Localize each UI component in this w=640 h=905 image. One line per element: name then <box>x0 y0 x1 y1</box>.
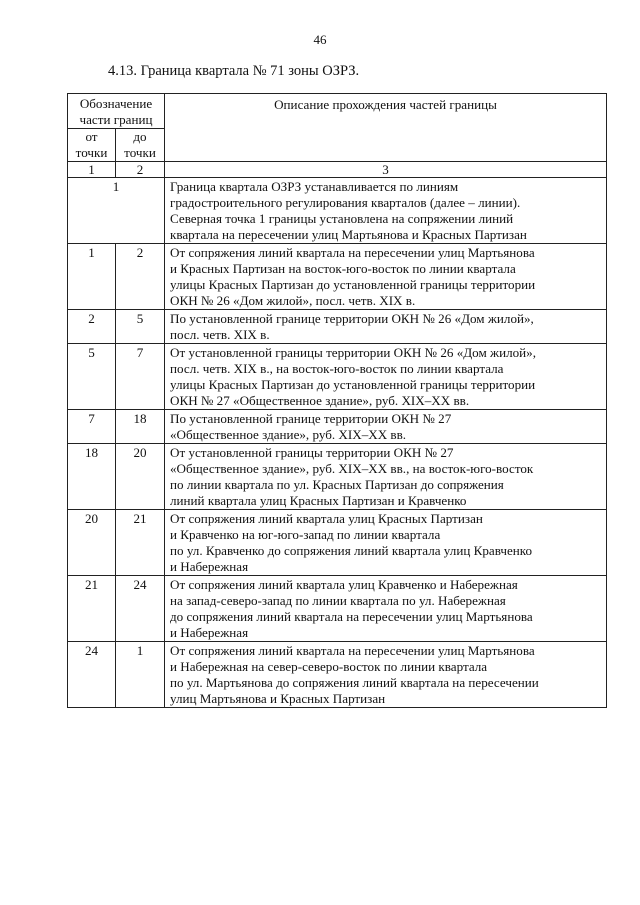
table-row <box>68 310 607 344</box>
description-cell <box>165 244 607 310</box>
column-number-row <box>68 162 607 178</box>
description-line: линий квартала улиц Красных Партизан и Кравченко <box>170 493 467 508</box>
from-point-cell: 5 <box>68 344 116 410</box>
table-row <box>68 642 607 708</box>
description-line: улиц Мартьянова и Красных Партизан <box>170 691 386 706</box>
section-title: 4.13. Граница квартала № 71 зоны ОЗРЗ. <box>108 63 360 79</box>
description-line: до сопряжения линий квартала на пересечении улиц Мартьянова <box>170 609 533 624</box>
from-point-cell: 1 <box>68 244 116 310</box>
header-row <box>68 94 607 129</box>
from-point-cell: 24 <box>68 642 116 708</box>
boundary-table <box>67 93 607 708</box>
description-line: Граница квартала ОЗРЗ устанавливается по линиям <box>170 179 459 194</box>
description-line: От сопряжения линий квартала улиц Кравченко и Набережная <box>170 577 518 592</box>
table-row <box>68 510 607 576</box>
table-row <box>68 444 607 510</box>
description-line: улицы Красных Партизан до установленной границы территории <box>170 377 536 392</box>
from-point-cell: 2 <box>68 310 116 344</box>
to-point-header <box>116 129 165 162</box>
description-cell <box>165 410 607 444</box>
to-point-cell: 1 <box>116 642 165 708</box>
description-line: посл. четв. XIX в. <box>170 327 270 342</box>
description-line: и Набережная <box>170 559 249 574</box>
description-line: по линии квартала по ул. Красных Партизан до сопряжения <box>170 477 504 492</box>
description-line: По установленной границе территории ОКН № 27 <box>170 411 452 426</box>
description-line: и Набережная <box>170 625 249 640</box>
table-row <box>68 576 607 642</box>
description-header: Описание прохождения частей границы <box>165 94 607 162</box>
description-line: От сопряжения линий квартала на пересечении улиц Мартьянова <box>170 643 535 658</box>
table-row <box>68 344 607 410</box>
to-point-header-line: точки <box>124 145 156 160</box>
description-line: на запад-северо-запад по линии квартала по ул. Набережная <box>170 593 506 608</box>
intro-description <box>165 178 607 244</box>
from-point-cell: 18 <box>68 444 116 510</box>
description-line: улицы Красных Партизан до установленной границы территории <box>170 277 536 292</box>
description-line: Северная точка 1 границы установлена на сопряжении линий <box>170 211 514 226</box>
intro-row <box>68 178 607 244</box>
description-line: ОКН № 26 «Дом жилой», посл. четв. XIX в. <box>170 293 416 308</box>
description-line: градостроительного регулирования кварталов (далее – линии). <box>170 195 521 210</box>
description-line: От установленной границы территории ОКН № 27 <box>170 445 454 460</box>
designation-header-line: части границ <box>79 112 153 127</box>
description-cell <box>165 444 607 510</box>
description-line: ОКН № 27 «Общественное здание», руб. XIX–XX вв. <box>170 393 470 408</box>
description-cell <box>165 642 607 708</box>
description-line: по ул. Мартьянова до сопряжения линий квартала на пересечении <box>170 675 539 690</box>
from-point-cell: 20 <box>68 510 116 576</box>
to-point-cell: 2 <box>116 244 165 310</box>
to-point-header-line: до <box>133 129 147 144</box>
to-point-cell: 24 <box>116 576 165 642</box>
description-line: квартала на пересечении улиц Мартьянова и Красных Партизан <box>170 227 527 242</box>
description-cell <box>165 344 607 410</box>
from-point-header <box>68 129 116 162</box>
intro-point: 1 <box>68 178 165 244</box>
description-line: и Набережная на север-северо-восток по линии квартала <box>170 659 488 674</box>
from-point-header-line: точки <box>75 145 108 160</box>
table-row <box>68 244 607 310</box>
description-line: по ул. Кравченко до сопряжения линий квартала улиц Кравченко <box>170 543 533 558</box>
description-line: «Общественное здание», руб. XIX–XX вв., на восток-юго-восток <box>170 461 534 476</box>
description-cell <box>165 510 607 576</box>
designation-header <box>68 94 165 129</box>
from-point-cell: 7 <box>68 410 116 444</box>
description-line: и Красных Партизан на восток-юго-восток по линии квартала <box>170 261 516 276</box>
to-point-cell: 20 <box>116 444 165 510</box>
from-point-header-line: от <box>85 129 98 144</box>
description-cell <box>165 576 607 642</box>
designation-header-line: Обозначение <box>79 96 153 111</box>
description-line: «Общественное здание», руб. XIX–XX вв. <box>170 427 407 442</box>
column-number: 3 <box>165 162 607 178</box>
description-line: посл. четв. XIX в., на восток-юго-восток по линии квартала <box>170 361 504 376</box>
to-point-cell: 5 <box>116 310 165 344</box>
from-point-cell: 21 <box>68 576 116 642</box>
description-line: От установленной границы территории ОКН № 26 «Дом жилой», <box>170 345 536 360</box>
description-line: От сопряжения линий квартала на пересечении улиц Мартьянова <box>170 245 535 260</box>
to-point-cell: 7 <box>116 344 165 410</box>
page-number: 46 <box>313 32 327 47</box>
column-number: 2 <box>116 162 165 178</box>
to-point-cell: 21 <box>116 510 165 576</box>
column-number: 1 <box>68 162 116 178</box>
description-line: От сопряжения линий квартала улиц Красных Партизан <box>170 511 483 526</box>
description-line: и Кравченко на юг-юго-запад по линии квартала <box>170 527 441 542</box>
description-line: По установленной границе территории ОКН № 26 «Дом жилой», <box>170 311 534 326</box>
to-point-cell: 18 <box>116 410 165 444</box>
description-cell <box>165 310 607 344</box>
table-row <box>68 410 607 444</box>
